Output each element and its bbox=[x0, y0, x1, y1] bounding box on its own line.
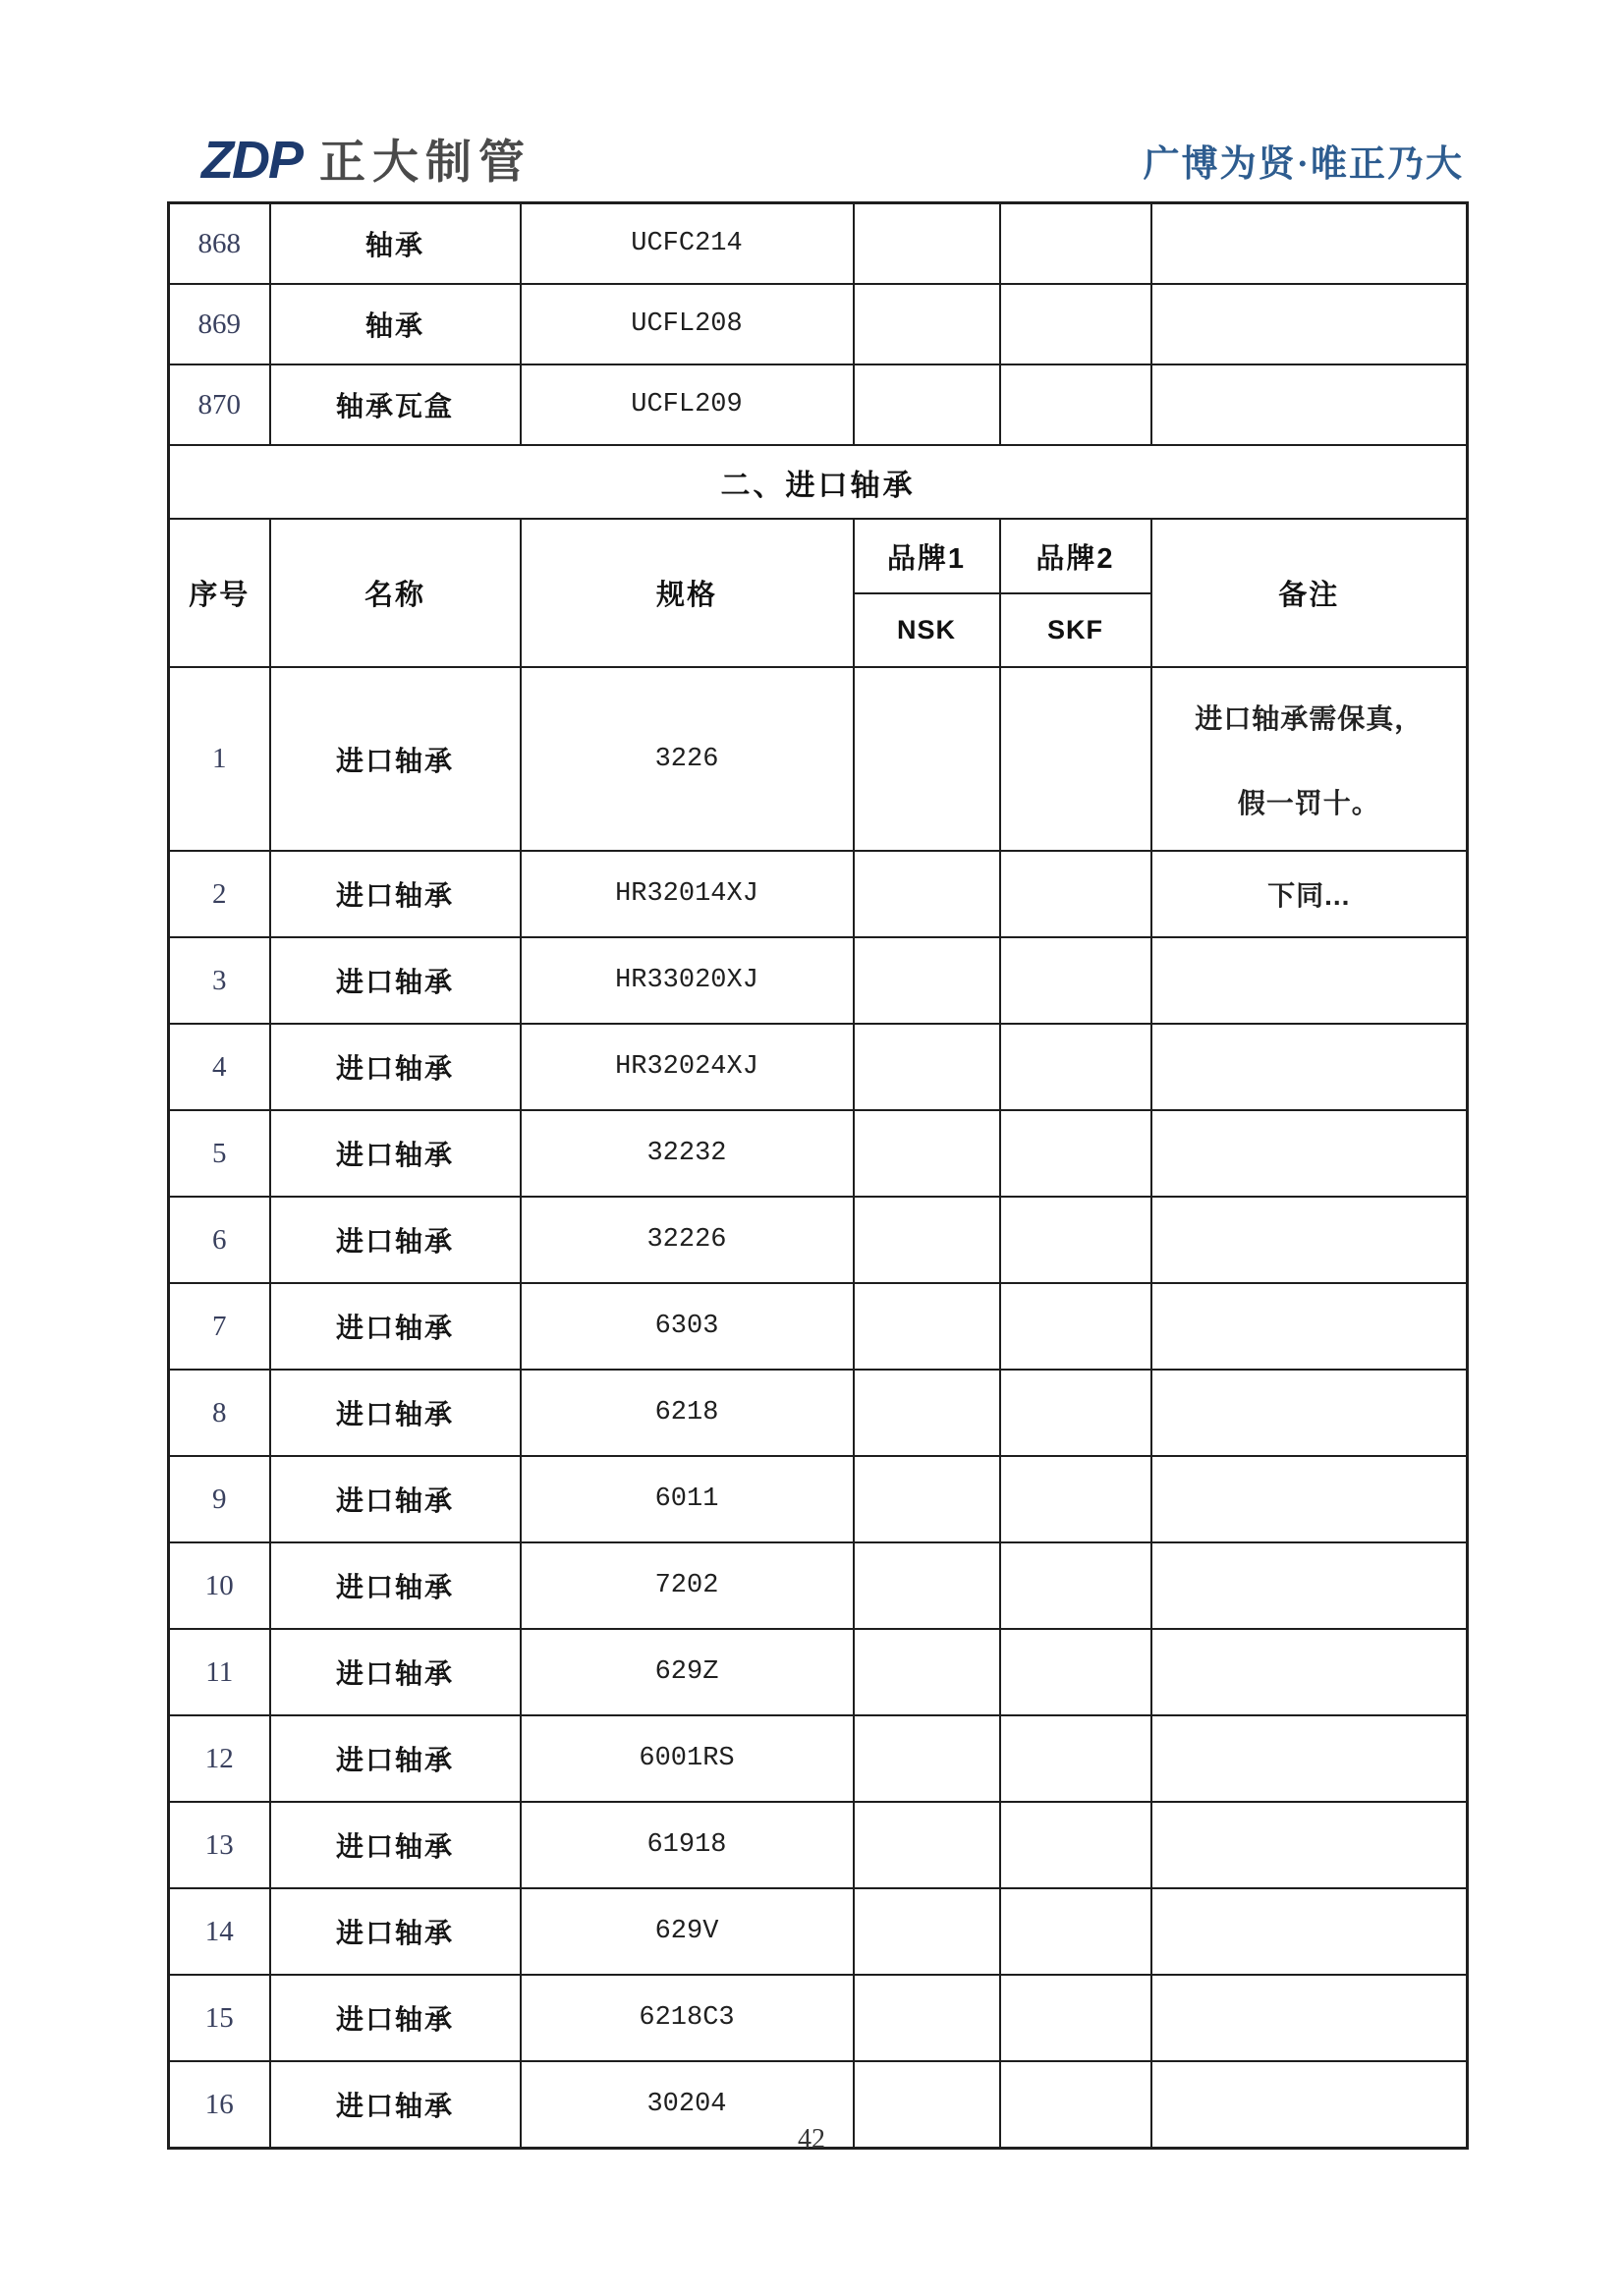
table-row bbox=[169, 1542, 1468, 1629]
row-no-cell: 8 bbox=[169, 1370, 270, 1456]
row-spec-cell: HR32014XJ bbox=[521, 851, 854, 937]
imported-bearings-section bbox=[169, 445, 1468, 667]
row-name-cell: 进口轴承 bbox=[270, 1802, 521, 1888]
row-remark-cell bbox=[1151, 1110, 1468, 1197]
row-brand2-cell bbox=[1000, 851, 1151, 937]
row-brand1-cell bbox=[854, 1802, 1000, 1888]
table-row bbox=[169, 1283, 1468, 1370]
page-header bbox=[201, 131, 1464, 190]
remark-line: 下同... bbox=[1267, 880, 1351, 911]
row-no-cell: 10 bbox=[169, 1542, 270, 1629]
row-spec-cell: 629V bbox=[521, 1888, 854, 1975]
row-no-cell: 14 bbox=[169, 1888, 270, 1975]
row-brand2-cell bbox=[1000, 1629, 1151, 1715]
row-spec-cell: UCFL208 bbox=[521, 284, 854, 364]
row-no-cell: 6 bbox=[169, 1197, 270, 1283]
row-brand1-cell bbox=[854, 1024, 1000, 1110]
table-row bbox=[169, 364, 1468, 445]
row-remark-cell bbox=[1151, 851, 1468, 937]
row-brand1-cell bbox=[854, 1456, 1000, 1542]
row-spec-cell: 3226 bbox=[521, 667, 854, 851]
row-brand1-cell bbox=[854, 1370, 1000, 1456]
row-remark-cell bbox=[1151, 1024, 1468, 1110]
row-no-cell: 13 bbox=[169, 1802, 270, 1888]
company-slogan: 广博为贤·唯正乃大 bbox=[1143, 143, 1464, 185]
row-brand2-cell bbox=[1000, 1715, 1151, 1802]
row-name-cell: 进口轴承 bbox=[270, 1629, 521, 1715]
row-spec-cell: 6001RS bbox=[521, 1715, 854, 1802]
row-spec-cell: 629Z bbox=[521, 1629, 854, 1715]
row-remark-cell bbox=[1151, 284, 1468, 364]
table-row bbox=[169, 851, 1468, 937]
row-brand2-cell bbox=[1000, 1283, 1151, 1370]
row-brand2-cell bbox=[1000, 1197, 1151, 1283]
row-brand2-cell bbox=[1000, 1456, 1151, 1542]
row-no-cell: 868 bbox=[169, 203, 270, 285]
row-remark-cell bbox=[1151, 203, 1468, 285]
row-no-cell: 5 bbox=[169, 1110, 270, 1197]
column-header-remark: 备注 bbox=[1151, 519, 1468, 667]
row-brand2-cell bbox=[1000, 937, 1151, 1024]
row-no-cell: 15 bbox=[169, 1975, 270, 2061]
previous-section-rows bbox=[169, 203, 1468, 446]
row-name-cell: 进口轴承 bbox=[270, 1024, 521, 1110]
row-spec-cell: 32226 bbox=[521, 1197, 854, 1283]
row-brand1-cell bbox=[854, 203, 1000, 285]
row-spec-cell: 6218 bbox=[521, 1370, 854, 1456]
column-header-brand1-sub: NSK bbox=[854, 593, 1000, 667]
row-name-cell: 进口轴承 bbox=[270, 1715, 521, 1802]
row-remark-cell bbox=[1151, 1888, 1468, 1975]
row-no-cell: 11 bbox=[169, 1629, 270, 1715]
row-brand2-cell bbox=[1000, 1888, 1151, 1975]
table-row bbox=[169, 1456, 1468, 1542]
row-remark-cell bbox=[1151, 1802, 1468, 1888]
row-no-cell: 7 bbox=[169, 1283, 270, 1370]
row-spec-cell: HR33020XJ bbox=[521, 937, 854, 1024]
row-remark-cell bbox=[1151, 937, 1468, 1024]
row-no-cell: 12 bbox=[169, 1715, 270, 1802]
table-row bbox=[169, 1715, 1468, 1802]
parts-table bbox=[167, 201, 1469, 2150]
row-spec-cell: 6303 bbox=[521, 1283, 854, 1370]
table-row bbox=[169, 667, 1468, 851]
row-no-cell: 3 bbox=[169, 937, 270, 1024]
row-name-cell: 进口轴承 bbox=[270, 2061, 521, 2149]
row-name-cell: 进口轴承 bbox=[270, 1975, 521, 2061]
row-name-cell: 轴承 bbox=[270, 203, 521, 285]
column-header-spec: 规格 bbox=[521, 519, 854, 667]
column-header-brand1: 品牌1 bbox=[854, 519, 1000, 593]
row-brand1-cell bbox=[854, 1197, 1000, 1283]
row-brand2-cell bbox=[1000, 1370, 1151, 1456]
row-name-cell: 进口轴承 bbox=[270, 1370, 521, 1456]
remark-line: 假一罚十。 bbox=[1237, 787, 1380, 818]
row-brand2-cell bbox=[1000, 1110, 1151, 1197]
row-name-cell: 进口轴承 bbox=[270, 1542, 521, 1629]
row-brand1-cell bbox=[854, 851, 1000, 937]
row-no-cell: 16 bbox=[169, 2061, 270, 2149]
column-header-brand2-sub: SKF bbox=[1000, 593, 1151, 667]
column-header-name: 名称 bbox=[270, 519, 521, 667]
row-brand1-cell bbox=[854, 1629, 1000, 1715]
row-remark-cell bbox=[1151, 1715, 1468, 1802]
table-header-row-top bbox=[169, 519, 1468, 593]
table-row bbox=[169, 1024, 1468, 1110]
row-name-cell: 进口轴承 bbox=[270, 667, 521, 851]
row-spec-cell: HR32024XJ bbox=[521, 1024, 854, 1110]
section-title-row bbox=[169, 445, 1468, 519]
row-brand1-cell bbox=[854, 284, 1000, 364]
company-logo bbox=[201, 131, 532, 190]
row-brand2-cell bbox=[1000, 364, 1151, 445]
logo-company-name: 正大制管 bbox=[319, 136, 532, 188]
row-no-cell: 2 bbox=[169, 851, 270, 937]
row-remark-cell bbox=[1151, 1456, 1468, 1542]
row-spec-cell: 6011 bbox=[521, 1456, 854, 1542]
section-title: 二、进口轴承 bbox=[169, 445, 1468, 519]
table-row bbox=[169, 1888, 1468, 1975]
row-name-cell: 进口轴承 bbox=[270, 1197, 521, 1283]
row-spec-cell: 61918 bbox=[521, 1802, 854, 1888]
row-spec-cell: 6218C3 bbox=[521, 1975, 854, 2061]
row-brand1-cell bbox=[854, 1283, 1000, 1370]
row-brand2-cell bbox=[1000, 1802, 1151, 1888]
row-name-cell: 进口轴承 bbox=[270, 937, 521, 1024]
logo-zdp-icon: ZDP bbox=[201, 131, 302, 190]
row-name-cell: 进口轴承 bbox=[270, 1888, 521, 1975]
column-header-no: 序号 bbox=[169, 519, 270, 667]
row-brand1-cell bbox=[854, 1975, 1000, 2061]
row-brand1-cell bbox=[854, 937, 1000, 1024]
row-no-cell: 869 bbox=[169, 284, 270, 364]
row-brand2-cell bbox=[1000, 1975, 1151, 2061]
row-no-cell: 4 bbox=[169, 1024, 270, 1110]
row-name-cell: 进口轴承 bbox=[270, 1456, 521, 1542]
row-remark-cell bbox=[1151, 1370, 1468, 1456]
table-row bbox=[169, 284, 1468, 364]
row-spec-cell: UCFL209 bbox=[521, 364, 854, 445]
imported-bearings-rows bbox=[169, 667, 1468, 2149]
row-spec-cell: UCFC214 bbox=[521, 203, 854, 285]
row-remark-cell bbox=[1151, 1542, 1468, 1629]
table-row bbox=[169, 1802, 1468, 1888]
row-name-cell: 进口轴承 bbox=[270, 851, 521, 937]
row-no-cell: 870 bbox=[169, 364, 270, 445]
row-name-cell: 进口轴承 bbox=[270, 1283, 521, 1370]
row-brand1-cell bbox=[854, 667, 1000, 851]
table-row bbox=[169, 203, 1468, 285]
row-name-cell: 轴承瓦盒 bbox=[270, 364, 521, 445]
row-no-cell: 1 bbox=[169, 667, 270, 851]
row-brand1-cell bbox=[854, 1715, 1000, 1802]
row-spec-cell: 30204 bbox=[521, 2061, 854, 2149]
row-brand1-cell bbox=[854, 1542, 1000, 1629]
row-brand2-cell bbox=[1000, 203, 1151, 285]
column-header-brand2: 品牌2 bbox=[1000, 519, 1151, 593]
row-name-cell: 进口轴承 bbox=[270, 1110, 521, 1197]
row-remark-cell bbox=[1151, 1975, 1468, 2061]
table-row bbox=[169, 1110, 1468, 1197]
row-remark-cell bbox=[1151, 364, 1468, 445]
row-brand2-cell bbox=[1000, 1542, 1151, 1629]
row-spec-cell: 32232 bbox=[521, 1110, 854, 1197]
row-remark-cell bbox=[1151, 667, 1468, 851]
table-row bbox=[169, 1197, 1468, 1283]
row-brand2-cell bbox=[1000, 284, 1151, 364]
remark-line: 进口轴承需保真， bbox=[1195, 702, 1424, 734]
table-row bbox=[169, 1629, 1468, 1715]
row-no-cell: 9 bbox=[169, 1456, 270, 1542]
row-brand2-cell bbox=[1000, 1024, 1151, 1110]
row-brand1-cell bbox=[854, 364, 1000, 445]
table-row bbox=[169, 937, 1468, 1024]
table-row bbox=[169, 1370, 1468, 1456]
row-brand2-cell bbox=[1000, 667, 1151, 851]
row-spec-cell: 7202 bbox=[521, 1542, 854, 1629]
row-remark-cell bbox=[1151, 1197, 1468, 1283]
row-remark-cell bbox=[1151, 1629, 1468, 1715]
row-name-cell: 轴承 bbox=[270, 284, 521, 364]
row-brand1-cell bbox=[854, 1110, 1000, 1197]
page-number: 42 bbox=[798, 2124, 825, 2155]
row-remark-cell bbox=[1151, 1283, 1468, 1370]
row-brand1-cell bbox=[854, 1888, 1000, 1975]
table-row bbox=[169, 1975, 1468, 2061]
